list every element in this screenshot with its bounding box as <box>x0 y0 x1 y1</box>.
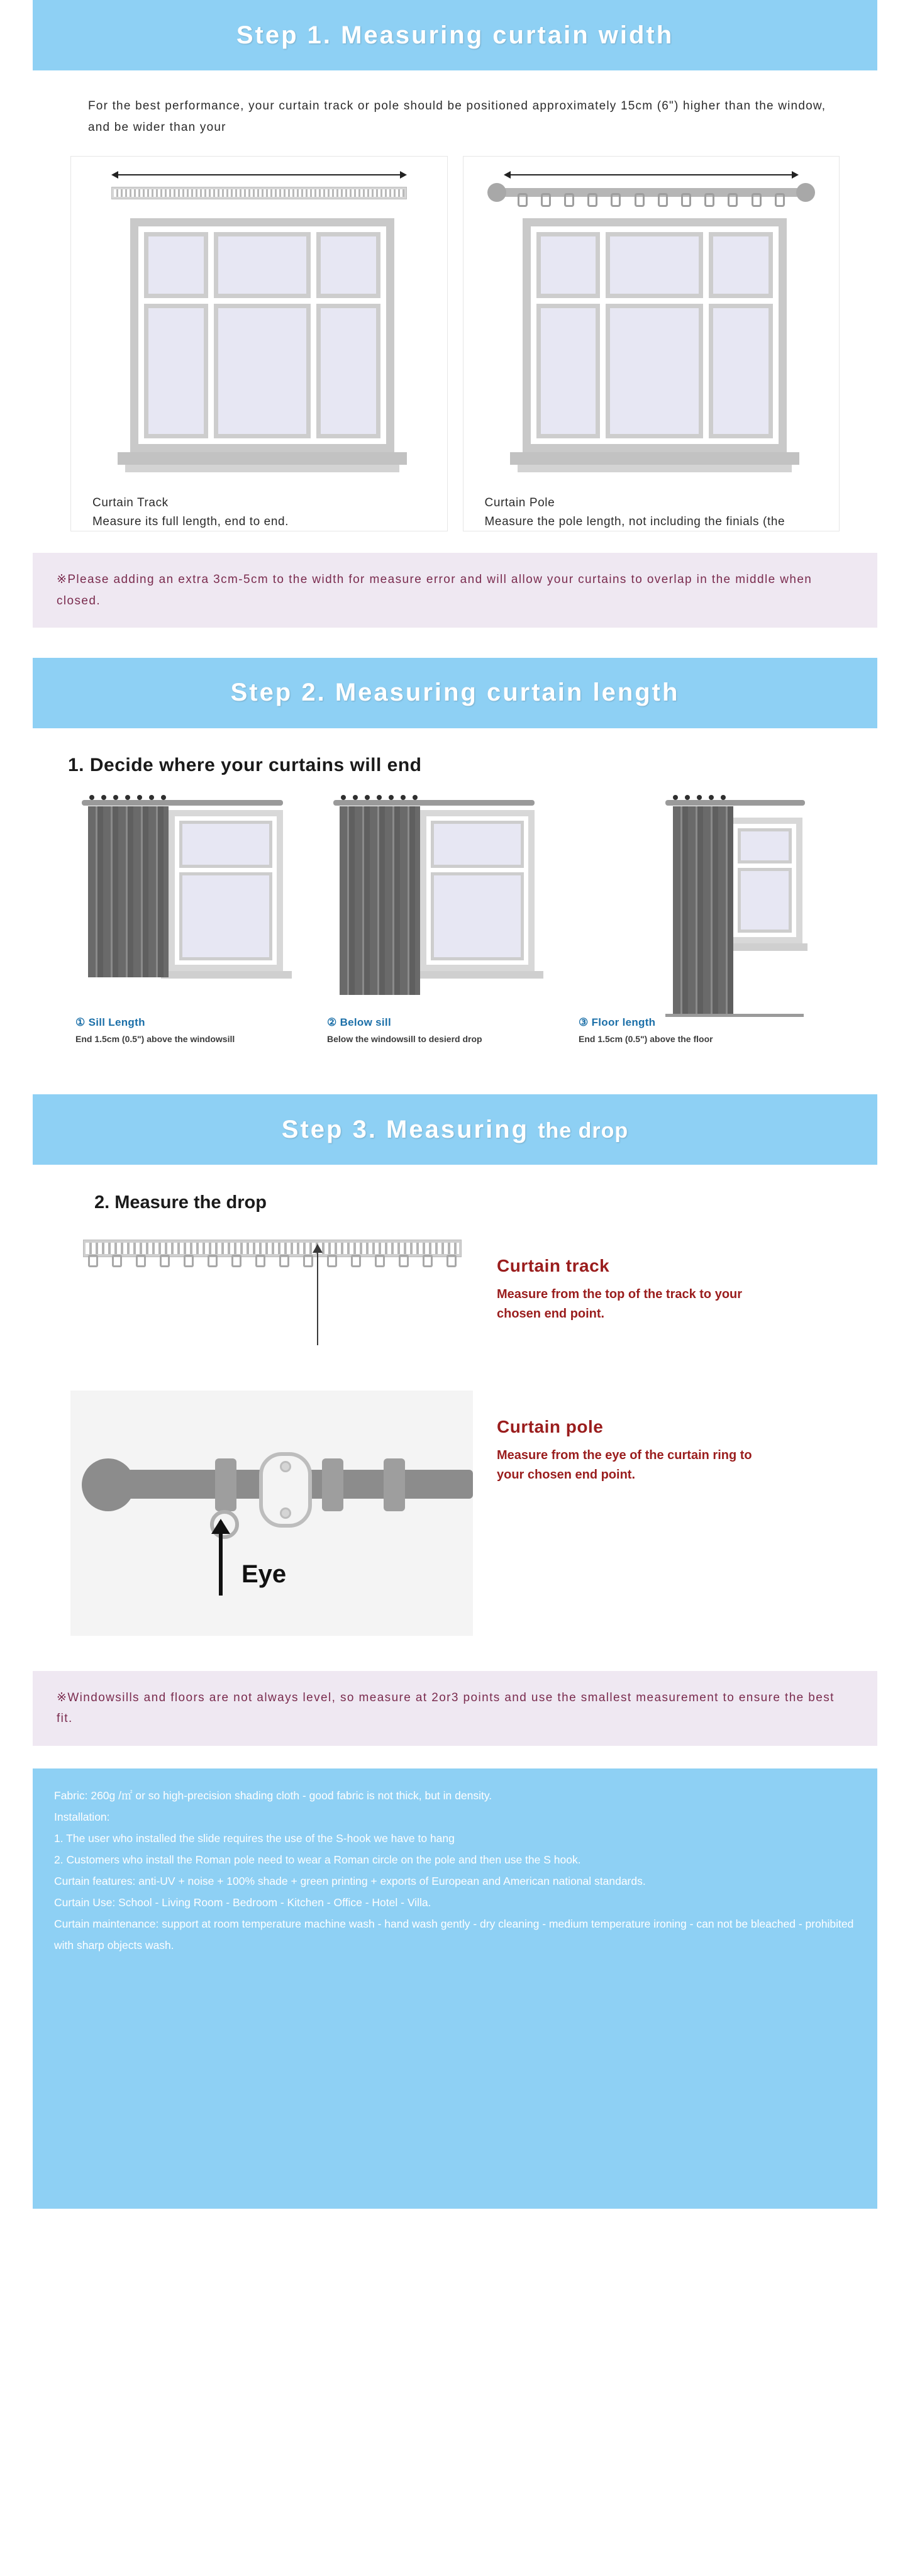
option-sill-length <box>75 792 308 1045</box>
info-line: Fabric: 260g /㎡ or so high-precision shading cloth - good fabric is not thick, but in density. <box>54 1789 492 1802</box>
window-sill-lower <box>518 465 792 472</box>
step1-intro-text: For the best performance, your curtain track or pole should be positioned approximately 15cm (6") higher than the window, and be wider than your <box>88 99 826 135</box>
option-desc: End 1.5cm (0.5") above the floor <box>579 1033 713 1044</box>
option-label: ③ Floor length <box>579 1016 656 1028</box>
track-hooks-icon <box>88 1255 457 1267</box>
step1-diagram-row <box>70 156 840 531</box>
window-pane <box>144 232 208 298</box>
drop-measure-arrow-icon <box>219 1521 223 1596</box>
curtain-pole-diagram-card <box>463 156 840 531</box>
curtain-pole-body: Measure from the eye of the curtain ring to your chosen end point. <box>497 1448 752 1482</box>
option-below-sill <box>327 792 560 1045</box>
curtain-pole-heading: Curtain pole <box>497 1417 604 1437</box>
window-frame <box>169 810 283 971</box>
curtain-ring-icon <box>322 1458 343 1511</box>
window-pane <box>316 304 380 438</box>
width-arrow-icon <box>118 174 401 175</box>
width-arrow-icon <box>510 174 793 175</box>
rod-hooks-icon <box>673 795 726 800</box>
info-line: 1. The user who installed the slide requires the use of the S-hook we have to hang <box>54 1831 455 1845</box>
option-floor-length <box>579 792 811 1045</box>
step3-note: ※Windowsills and floors are not always level, so measure at 2or3 points and use the smallest measurement to ensure the best fit. <box>33 1671 877 1746</box>
window-frame <box>523 218 787 452</box>
floor-length-graphic <box>579 792 811 1013</box>
info-line: Installation: <box>54 1810 110 1823</box>
curtain-rings-icon <box>518 193 785 207</box>
step3-banner-sub: the drop <box>538 1118 629 1143</box>
window-frame <box>130 218 394 452</box>
drop-measure-arrow-icon <box>317 1245 318 1345</box>
step3-subhead: 2. Measure the drop <box>94 1192 267 1213</box>
track-drop-text <box>497 1230 761 1324</box>
option-label: ② Below sill <box>327 1016 391 1028</box>
curtain-track-body: Measure from the top of the track to your chosen end point. <box>497 1287 743 1321</box>
option-desc: Below the windowsill to desierd drop <box>327 1033 482 1044</box>
step3-banner-title <box>282 1116 628 1144</box>
pole-drop-text <box>497 1391 761 1485</box>
window-pane <box>606 304 702 438</box>
curtain-rod-icon <box>333 800 535 806</box>
curtain-track-icon <box>111 187 407 199</box>
pole-finial-left-icon <box>487 183 506 202</box>
window-pane <box>214 304 311 438</box>
rod-hooks-icon <box>89 795 166 800</box>
floor-line <box>665 1014 804 1017</box>
rod-hooks-icon <box>341 795 418 800</box>
track-drop-graphic <box>70 1230 473 1368</box>
step2-banner <box>33 658 877 728</box>
step3-banner-main: Step 3. Measuring <box>281 1115 530 1143</box>
window-sill-lower <box>125 465 399 472</box>
info-line: 2. Customers who install the Roman pole need to wear a Roman circle on the pole and then use the S hook. <box>54 1853 581 1866</box>
option-desc: End 1.5cm (0.5") above the windowsill <box>75 1033 235 1044</box>
curtain-pole-graphic <box>474 165 830 486</box>
window-sill <box>413 971 543 979</box>
window-pane <box>536 304 601 438</box>
window-sill <box>510 452 799 465</box>
window-frame <box>420 810 535 971</box>
window-pane <box>316 232 380 298</box>
eye-label: Eye <box>241 1560 287 1589</box>
info-line: Curtain maintenance: support at room temperature machine wash - hand wash gently - dry cleaning - medium temperature ironing - can not be bleached - prohibited with sharp objects wash. <box>54 1918 854 1952</box>
info-line: Curtain Use: School - Living Room - Bedroom - Kitchen - Office - Hotel - Villa. <box>54 1896 431 1909</box>
step1-note: ※Please adding an extra 3cm-5cm to the width for measure error and will allow your curtains to overlap in the middle when closed. <box>33 553 877 628</box>
curtain-pole-drop-block <box>70 1391 910 1636</box>
window-pane <box>709 304 773 438</box>
below-sill-graphic <box>327 792 560 1013</box>
option-label: ① Sill Length <box>75 1016 145 1028</box>
window-frame <box>727 818 802 943</box>
step2-banner-title: Step 2. Measuring curtain length <box>230 679 680 707</box>
pole-finial-right-icon <box>796 183 815 202</box>
step3-banner <box>33 1094 877 1165</box>
curtain-panel <box>673 806 733 1014</box>
step1-banner-title: Step 1. Measuring curtain width <box>236 21 674 49</box>
curtain-track-drop-block <box>70 1230 910 1368</box>
curtain-pole-desc: Measure the pole length, not including the finials (the <box>484 514 785 528</box>
window-pane <box>709 232 773 298</box>
step2-subhead: 1. Decide where your curtains will end <box>68 754 422 775</box>
curtain-pole-title: Curtain Pole <box>484 496 555 510</box>
curtain-track-title: Curtain Track <box>92 496 169 510</box>
window-pane <box>606 232 702 298</box>
window-pane <box>144 304 208 438</box>
window-pane <box>214 232 311 298</box>
curtain-track-diagram-card <box>70 156 448 531</box>
pole-finial-icon <box>82 1458 135 1511</box>
curtain-track-heading: Curtain track <box>497 1256 610 1276</box>
window-sill <box>722 943 807 951</box>
curtain-length-options <box>75 792 835 1045</box>
curtain-track-caption <box>92 494 435 531</box>
pole-bracket-icon <box>259 1452 312 1528</box>
info-line: Curtain features: anti-UV + noise + 100% shade + green printing + exports of European and American national standards. <box>54 1875 646 1888</box>
curtain-track-desc: Measure its full length, end to end. <box>92 514 289 528</box>
curtain-ring-icon <box>384 1458 405 1511</box>
window-sill <box>161 971 292 979</box>
window-sill <box>118 452 407 465</box>
curtain-panel <box>340 806 420 995</box>
product-info-block <box>33 1768 877 2209</box>
sill-length-graphic <box>75 792 308 1013</box>
curtain-ring-icon <box>215 1458 236 1511</box>
curtain-rod-icon <box>665 800 805 806</box>
curtain-pole-caption <box>485 494 827 531</box>
window-pane <box>536 232 601 298</box>
step1-banner <box>33 0 877 70</box>
pole-drop-graphic <box>70 1391 473 1636</box>
curtain-panel <box>88 806 169 977</box>
curtain-rod-icon <box>82 800 283 806</box>
curtain-track-graphic <box>81 165 437 486</box>
